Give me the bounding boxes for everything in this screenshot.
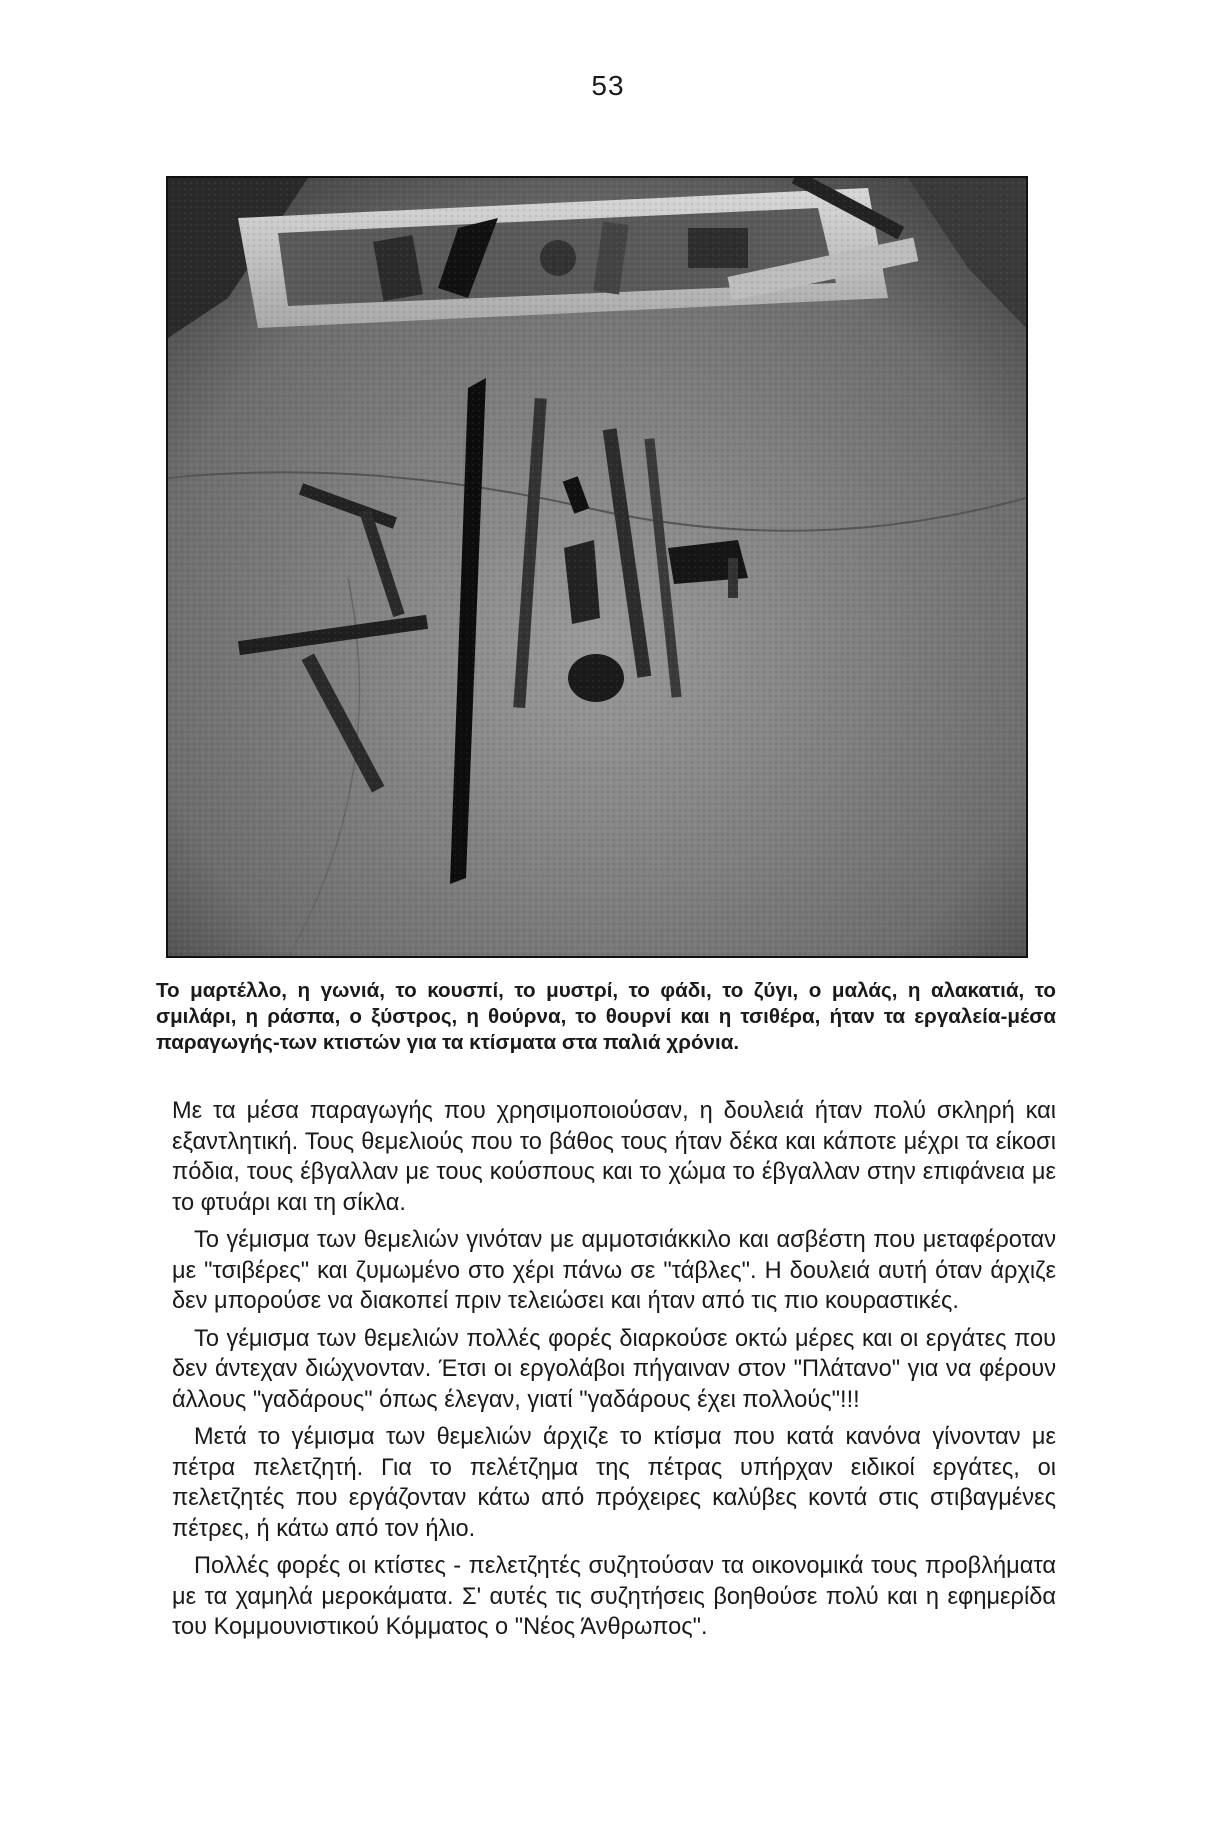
tools-photograph: [166, 176, 1028, 958]
paragraph: Μετά το γέμισμα των θεμελιών άρχιζε το κτίσμα που κατά κανόνα γίνονταν με πέτρα πελετζητή. Για το πελέτζημα της πέτρας υπήρχαν ειδικοί εργάτες, οι πελετζητές που εργάζονταν κάτω από πρόχειρες καλύβες κοντά στις στιβαγμένες πέτρες, ή κάτω από τον ήλιο.: [172, 1424, 1056, 1542]
page-number: 53: [591, 70, 625, 101]
paragraph: Το γέμισμα των θεμελιών πολλές φορές διαρκούσε οκτώ μέρες και οι εργάτες που δεν άντεχαν διώχνονταν. Έτσι οι εργολάβοι πήγαιναν στον "Πλάτανο" για να φέρουν άλλους "γαδάρους" όπως έλεγαν, γιατί "γαδάρους έχει πολλούς"!!!: [172, 1325, 1056, 1413]
photo-caption: Το μαρτέλλο, η γωνιά, το κουσπί, το μυστρί, το φάδι, το ζύγι, ο μαλάς, η αλακατιά, το σμιλάρι, η ράσπα, ο ξύστρος, η θούρνα, το θουρνί και η τσιθέρα, ήταν τα εργαλεία-μέσα παραγωγής-των κτιστών για τα κτίσματα στα παλιά χρόνια.: [156, 979, 1056, 1054]
body-text: [172, 1096, 1056, 1650]
paragraph: Με τα μέσα παραγωγής που χρησιμοποιούσαν, η δουλειά ήταν πολύ σκληρή και εξαντλητική. Τους θεμελιούς που το βάθος τους ήταν δέκα και κάποτε μέχρι τα είκοσι πόδια, τους έβγαλλαν με τους κούσπους και το χώμα το έβγαλλαν στην επιφάνεια με το φτυάρι και τη σίκλα.: [172, 1098, 1056, 1216]
paragraph: Το γέμισμα των θεμελιών γινόταν με αμμοτσιάκκιλο και ασβέστη που μεταφέροταν με "τσιβέρες" και ζυμωμένο στο χέρι πάνω σε "τάβλες". Η δουλειά αυτή όταν άρχιζε δεν μπορούσε να διακοπεί πριν τελειώσει και ήταν από τις πιο κουραστικές.: [172, 1227, 1056, 1314]
paragraph: Πολλές φορές οι κτίστες - πελετζητές συζητούσαν τα οικονομικά τους προβλήματα με τα χαμηλά μεροκάματα. Σ' αυτές τις συζητήσεις βοηθούσε πολύ και η εφημερίδα του Κομμουνιστικού Κόμματος ο "Νέος Άνθρωπος".: [172, 1553, 1056, 1640]
